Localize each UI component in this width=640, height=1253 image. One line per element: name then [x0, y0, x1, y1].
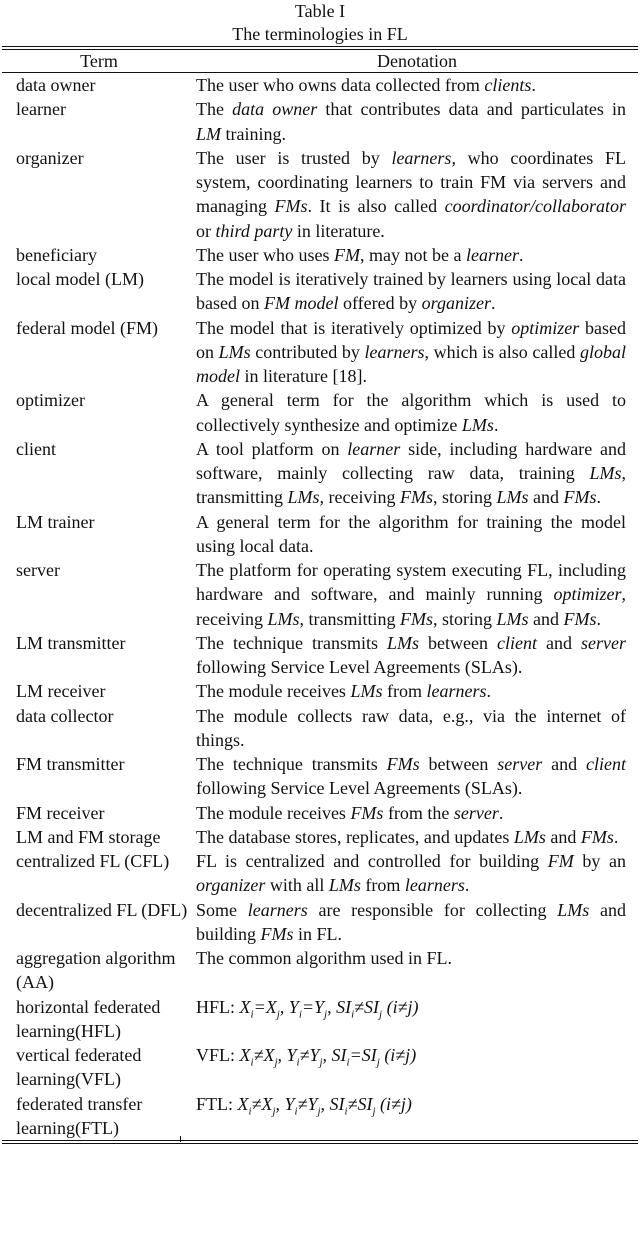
table-row: [2, 73, 638, 98]
term-cell: client: [16, 438, 56, 459]
denotation-cell: A tool platform on learner side, including hardware and software, mainly collecting raw data, training LMs, transmitting LMs, receiving FMs, storing LMs and FMs.: [196, 438, 626, 508]
denotation-cell: The user who owns data collected from clients.: [196, 75, 536, 95]
denotation-cell: The user is trusted by learners, who coordinates FL system, coordinating learners to train FM via servers and managing FMs. It is also called coordinator/collaborator or third party in literature.: [196, 147, 626, 241]
term-cell: LM transmitter: [16, 632, 126, 653]
term-cell: FM transmitter: [16, 754, 125, 774]
header-denotation: Denotation: [196, 50, 638, 73]
table-row: [2, 1043, 638, 1092]
term-cell: aggregation algorithm (AA): [16, 948, 176, 993]
header-row: [2, 50, 638, 73]
denotation-cell: FL is centralized and controlled for building FM by an organizer with all LMs from learners.: [196, 851, 626, 896]
denotation-cell: The model that is iteratively optimized by optimizer based on LMs contributed by learners, which is also called global model in literature [18].: [196, 317, 627, 386]
term-cell: beneficiary: [16, 244, 97, 265]
table-row: [2, 388, 638, 437]
denotation-cell: FTL: $X_i\ne X_j$, $Y_i\ne Y_j$, $SI_i\ne SI_j$ (i≠j): [196, 1093, 412, 1118]
table-row: [2, 97, 638, 146]
table-row: [2, 510, 638, 559]
term-cell: centralized FL (CFL): [16, 851, 170, 871]
table-row: [2, 558, 638, 631]
term-cell: horizontal federated learning(HFL): [16, 996, 161, 1041]
table-row: [2, 898, 638, 947]
denotation-cell: The model is iteratively trained by learners using local data based on FM model offered by organizer.: [196, 269, 626, 314]
table-row: [2, 704, 638, 753]
term-cell: decentralized FL (DFL): [16, 899, 188, 920]
denotation-cell: The module receives FMs from the server.: [196, 802, 504, 823]
table-row: [2, 1092, 638, 1141]
denotation-cell: VFL: $X_i\ne X_j$, $Y_i\ne Y_j$, $SI_i=SI_j$ (i≠j): [196, 1045, 417, 1069]
table-row: [2, 995, 638, 1044]
table-row: [2, 825, 638, 849]
denotation-cell: The module collects raw data, e.g., via the internet of things.: [196, 705, 626, 750]
term-cell: vertical federated learning(VFL): [16, 1045, 142, 1090]
term-cell: federal model (FM): [16, 317, 158, 338]
denotation-cell: HFL: $X_i=X_j$, $Y_i=Y_j$, $SI_i\ne SI_j$ (i≠j): [196, 996, 419, 1021]
table-label: Table I: [294, 1, 346, 21]
denotation-cell: The module receives LMs from learners.: [196, 681, 491, 702]
term-cell: learner: [16, 99, 66, 120]
table-row: [2, 752, 638, 801]
header-term: Term: [2, 50, 196, 73]
table-row: [2, 849, 638, 898]
denotation-cell: The data owner that contributes data and particulates in LM training.: [196, 99, 626, 144]
denotation-cell: The common algorithm used in FL.: [196, 948, 452, 968]
table-row: [2, 146, 638, 243]
term-cell: organizer: [16, 147, 84, 168]
term-cell: FM receiver: [16, 802, 105, 823]
table-row: [2, 946, 638, 995]
table-row: [2, 801, 638, 825]
denotation-cell: Some learners are responsible for collecting LMs and building FMs in FL.: [196, 899, 626, 944]
denotation-cell: A general term for the algorithm which is used to collectively synthesize and optimize LMs.: [196, 390, 626, 435]
denotation-cell: The platform for operating system executing FL, including hardware and software, and mainly running optimizer, receiving LMs, transmitting FMs, storing LMs and FMs.: [196, 560, 626, 629]
table-row: [2, 679, 638, 703]
table-row: [2, 316, 638, 389]
denotation-cell: A general term for the algorithm for training the model using local data.: [196, 511, 626, 556]
term-cell: data owner: [16, 75, 96, 95]
term-cell: optimizer: [16, 390, 85, 411]
term-cell: federated transfer learning(FTL): [16, 1093, 143, 1138]
term-cell: LM trainer: [16, 511, 95, 532]
denotation-cell: The user who uses FM, may not be a learner.: [196, 244, 524, 265]
term-cell: data collector: [16, 705, 114, 726]
table-row: [2, 437, 638, 510]
table-row: [2, 243, 638, 267]
term-cell: server: [16, 560, 60, 580]
table-caption: [0, 0, 640, 46]
terminology-table: [2, 50, 638, 1140]
denotation-cell: The technique transmits LMs between client and server following Service Level Agreements (SLAs).: [196, 632, 627, 677]
bottom-rule: [2, 1140, 638, 1144]
term-cell: LM receiver: [16, 681, 106, 702]
table-row: [2, 631, 638, 680]
column-tick: [180, 1136, 181, 1142]
table-body: [2, 73, 638, 1141]
term-cell: local model (LM): [16, 269, 144, 289]
denotation-cell: The database stores, replicates, and updates LMs and FMs.: [196, 826, 619, 847]
table-row: [2, 267, 638, 316]
term-cell: LM and FM storage: [16, 826, 161, 847]
table-title: The terminologies in FL: [232, 24, 408, 44]
denotation-cell: The technique transmits FMs between server and client following Service Level Agreements (SLAs).: [196, 754, 627, 799]
